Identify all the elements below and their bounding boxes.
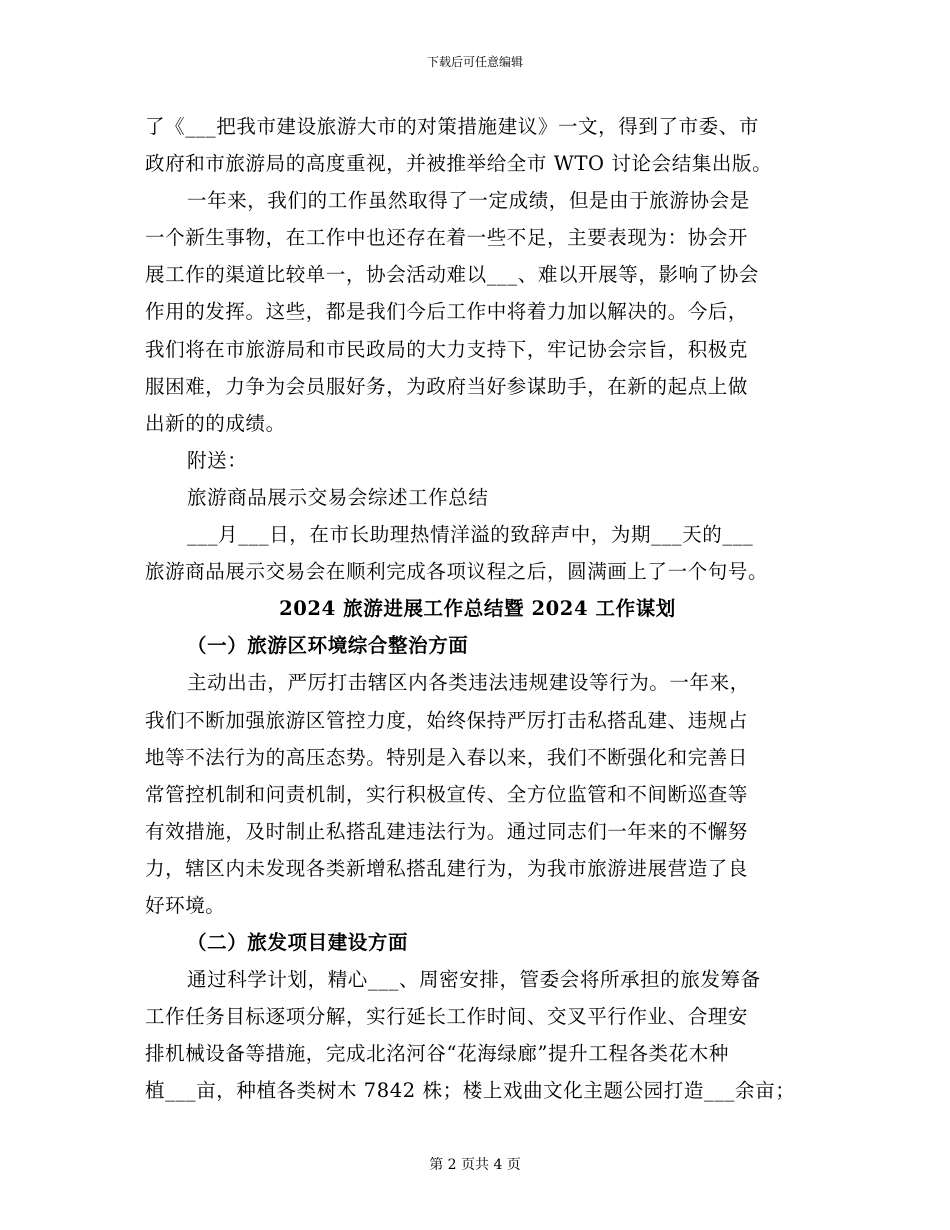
paragraph-line: 通过科学计划，精心___、周密安排，管委会将所承担的旅发筹备 bbox=[187, 968, 761, 992]
paragraph-line: 主动出击，严厉打击辖区内各类违法违规建设等行为。一年来， bbox=[187, 671, 750, 695]
paragraph-line: 作用的发挥。这些，都是我们今后工作中将着力加以解决的。今后， bbox=[145, 300, 749, 324]
paragraph-line: 一个新生事物，在工作中也还存在着一些不足，主要表现为：协会开 bbox=[145, 226, 749, 250]
paragraph-line: 常管控机制和问责机制，实行积极宣传、全方位监管和不间断巡查等 bbox=[145, 782, 749, 806]
paragraph-line: 我们不断加强旅游区管控力度，始终保持严厉打击私搭乱建、违规占 bbox=[145, 708, 749, 732]
paragraph-line: 力，辖区内未发现各类新增私搭乱建行为，为我市旅游进展营造了良 bbox=[145, 856, 749, 880]
paragraph-line: 好环境。 bbox=[145, 893, 226, 917]
page-footer: 第 2 页共 4 页 bbox=[429, 1157, 521, 1173]
paragraph-line: 附送： bbox=[187, 448, 248, 472]
document-body bbox=[145, 108, 810, 1110]
paragraph-line: 了《___把我市建设旅游大市的对策措施建议》一文，得到了市委、市 bbox=[145, 115, 759, 138]
paragraph-line: ___月___日，在市长助理热情洋溢的致辞声中，为期___天的___ bbox=[187, 523, 754, 547]
paragraph-line: 我们将在市旅游局和市民政局的大力支持下，牢记协会宗旨，积极克 bbox=[145, 337, 749, 361]
paragraph-line: 地等不法行为的高压态势。特别是入春以来，我们不断强化和完善日 bbox=[145, 745, 749, 769]
paragraph-line: 植___亩，种植各类树木 7842 株；楼上戏曲文化主题公园打造___余亩； bbox=[145, 1079, 796, 1103]
subsection-heading: （二）旅发项目建设方面 bbox=[187, 931, 409, 955]
page-header: 下载后可任意编辑 bbox=[426, 55, 523, 69]
section-title: 2024 旅游进展工作总结暨 2024 工作谋划 bbox=[279, 597, 676, 621]
paragraph-line: 出新的的成绩。 bbox=[145, 411, 286, 435]
paragraph-line: 政府和市旅游局的高度重视，并被推举给全市 WTO 讨论会结集出版。 bbox=[145, 152, 773, 176]
paragraph-line: 旅游商品展示交易会在顺利完成各项议程之后，圆满画上了一个句号。 bbox=[145, 560, 769, 584]
paragraph-line: 有效措施，及时制止私搭乱建违法行为。通过同志们一年来的不懈努 bbox=[145, 819, 749, 843]
paragraph-line: 服困难，力争为会员服好务，为政府当好参谋助手，在新的起点上做 bbox=[145, 374, 749, 398]
paragraph-line: 排机械设备等措施，完成北洺河谷“花海绿廊”提升工程各类花木种 bbox=[145, 1042, 729, 1066]
paragraph-line: 旅游商品展示交易会综述工作总结 bbox=[187, 485, 489, 509]
paragraph-line: 一年来，我们的工作虽然取得了一定成绩，但是由于旅游协会是 bbox=[187, 189, 750, 213]
paragraph-line: 工作任务目标逐项分解，实行延长工作时间、交叉平行作业、合理安 bbox=[145, 1005, 749, 1029]
subsection-heading: （一）旅游区环境综合整治方面 bbox=[187, 634, 469, 658]
paragraph-line: 展工作的渠道比较单一，协会活动难以___、难以开展等，影响了协会 bbox=[145, 263, 759, 287]
